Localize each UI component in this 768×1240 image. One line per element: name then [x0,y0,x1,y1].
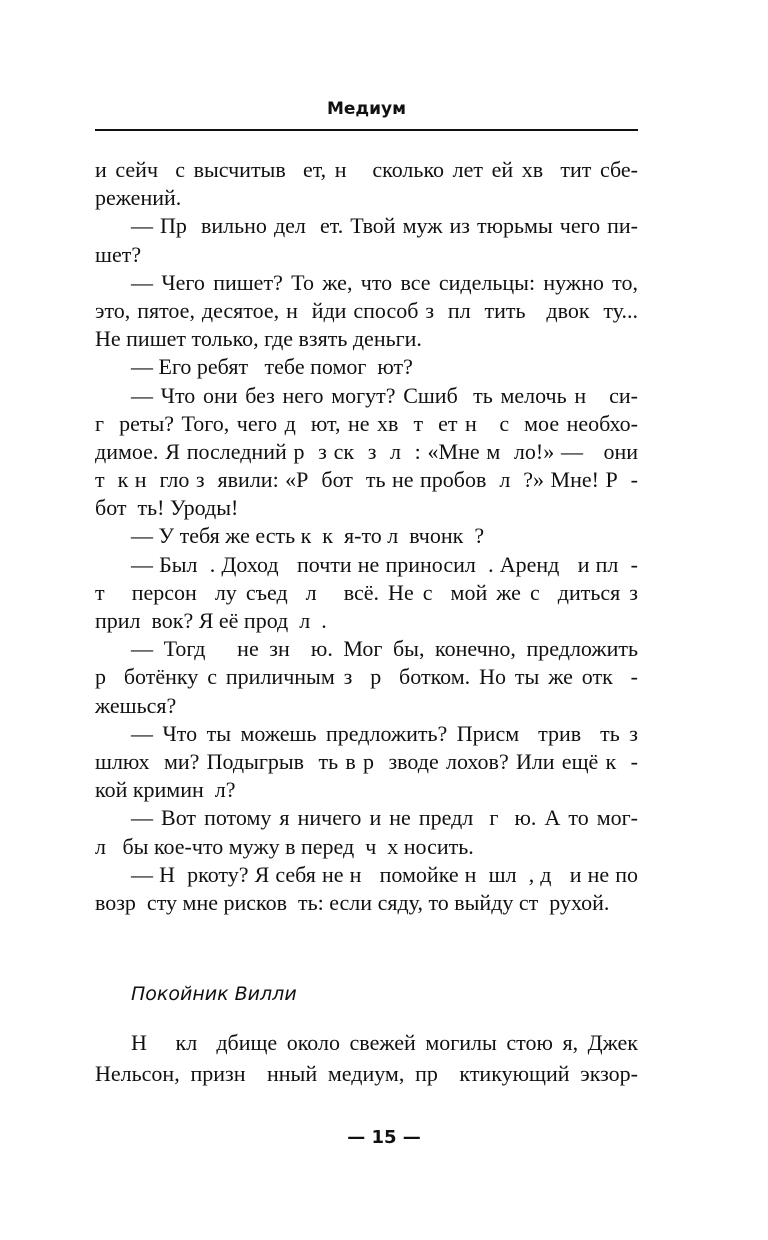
text-line: жешься? [95,692,177,718]
body-text [95,156,638,917]
text-line: — Его ребят тебе помог ют? [131,354,413,380]
text-line: — Вот потому я ничего и не предл г ю. А то мог- [131,805,638,831]
text-line: — У тебя же есть к к я-то л вчонк ? [131,523,485,549]
text-line: димое. Я последний р з ск з л : «Мне м ло!» — они [95,438,638,464]
section-title: Покойник Вилли [131,983,297,1005]
text-line: режений. [95,185,182,211]
text-line: — Был . Доход почти не приносил . Аренд и пл - [131,551,638,577]
text-line: шлюх ми? Подыгрыв ть в р зводе лохов? Или ещё к - [95,748,638,774]
running-header: Медиум [326,99,407,119]
text-line: — Что они без него могут? Сшиб ть мелочь н си- [131,382,638,408]
text-line: возр сту мне рисков ть: если сяду, то выйду ст рухой. [95,889,610,915]
page-number: — 15 — [347,1127,421,1148]
text-line: — Что ты можешь предложить? Присм трив ть з [131,720,638,746]
text-line: кой кримин л? [95,777,236,803]
text-line: Н кл дбище около свежей могилы стою я, Джек [131,1030,638,1055]
text-line: прил вок? Я её прод л . [95,608,327,633]
text-line: и сейч с высчитыв ет, н сколько лет ей хв тит сбе- [95,157,638,182]
text-line: — Н ркоту? Я себя не н помойке н шл , д и не по [131,861,638,887]
text-line: г реты? Того, чего д ют, не хв т ет н с мое необхо- [95,410,638,436]
text-line: т персон лу съед л всё. Не с мой же с диться з [95,579,638,605]
text-line: — Пр вильно дел ет. Твой муж из тюрьмы чего пи- [131,213,638,239]
text-line: бот ть! Уроды! [95,495,239,521]
header-rule [95,129,638,131]
text-line: т к н гло з явили: «Р бот ть не пробов л ?» Мне! Р - [95,467,638,493]
text-line: Нельсон, призн нный медиум, пр ктикующий экзор- [95,1061,638,1086]
text-line: р ботёнку с приличным з р ботком. Но ты же отк - [95,664,638,690]
text-line: шет? [95,241,142,267]
text-line: л бы кое-что мужу в перед ч х носить. [95,833,474,859]
text-line: это, пятое, десятое, н йди способ з пл тить двок ту... [95,297,638,323]
text-line: — Чего пишет? То же, что все сидельцы: нужно то, [131,269,638,295]
text-line: Не пишет только, где взять деньги. [95,326,422,352]
section-body-text [95,1027,638,1089]
text-line: — Тогд не зн ю. Мог бы, конечно, предложить [131,636,638,662]
